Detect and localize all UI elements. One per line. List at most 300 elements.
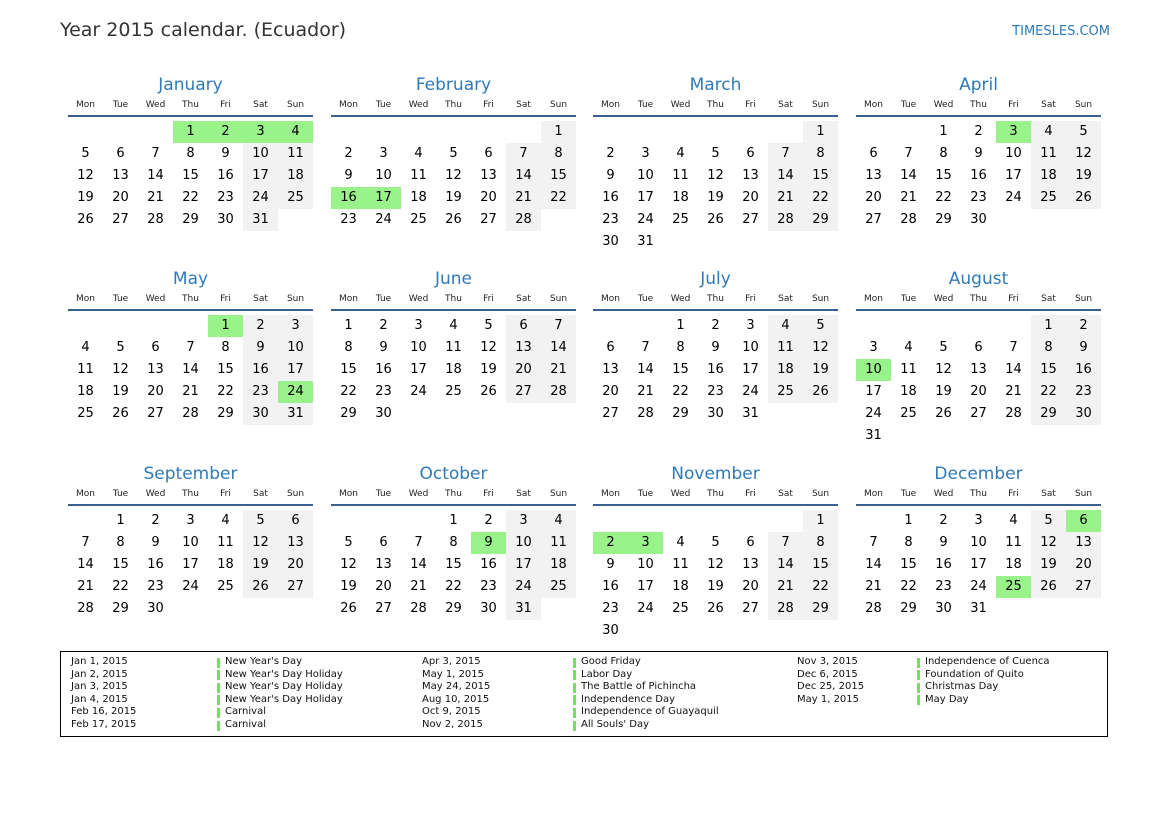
holiday-name: New Year's Day: [225, 656, 303, 667]
holiday-day-cell: 3: [243, 121, 278, 143]
day-cell: 18: [1005, 557, 1022, 572]
day-cell: 20: [1066, 554, 1101, 576]
weekday-label: Fri: [483, 100, 494, 110]
day-cell: 29: [900, 601, 917, 616]
day-cell: 20: [970, 384, 987, 399]
day-cell: 19: [935, 384, 952, 399]
weekday-label: Fri: [1008, 489, 1019, 499]
holiday-name: Foundation of Quito: [925, 668, 1024, 680]
day-cell: 15: [217, 362, 234, 377]
holiday-day-cell: 1: [208, 315, 243, 337]
site-link[interactable]: TIMESLES.COM: [1012, 24, 1110, 39]
day-cell: 31: [865, 428, 882, 443]
day-cell: 15: [672, 362, 689, 377]
weekday-label: Fri: [483, 489, 494, 499]
weekday-label: Tue: [900, 100, 917, 110]
day-cell: 22: [803, 187, 838, 209]
day-cell: 30: [602, 623, 619, 638]
day-cell: 17: [637, 579, 654, 594]
day-cell: 4: [676, 146, 685, 161]
day-cell: 23: [217, 190, 234, 205]
weekday-label: Fri: [220, 100, 231, 110]
day-cell: 14: [1005, 362, 1022, 377]
day-cell: 20: [480, 190, 497, 205]
day-cell: 24: [375, 212, 392, 227]
day-cell: 26: [77, 212, 94, 227]
day-cell: 22: [112, 579, 129, 594]
day-cell: 14: [506, 165, 541, 187]
weekday-label: Mon: [601, 294, 620, 304]
weekday-label: Sat: [516, 100, 531, 110]
day-cell: 23: [707, 384, 724, 399]
weekday-label: Tue: [112, 100, 129, 110]
holiday-day-cell: 16: [331, 187, 366, 209]
day-cell: 9: [379, 340, 388, 355]
day-cell: 5: [81, 146, 90, 161]
day-cell: 31: [278, 403, 313, 425]
day-cell: 9: [344, 168, 353, 183]
day-cell: 4: [449, 318, 458, 333]
day-cell: 8: [939, 146, 948, 161]
day-cell: 16: [602, 190, 619, 205]
holiday-day-cell: 24: [278, 381, 313, 403]
day-cell: 24: [637, 212, 654, 227]
month-november: [593, 464, 838, 664]
day-cell: 20: [278, 554, 313, 576]
day-cell: 15: [112, 557, 129, 572]
month-december: [856, 464, 1101, 664]
day-cell: 19: [707, 190, 724, 205]
day-cell: 3: [278, 315, 313, 337]
weekday-label: Wed: [933, 100, 954, 110]
month-divider: [68, 309, 313, 311]
day-cell: 4: [904, 340, 913, 355]
holiday-name: Independence of Guayaquil: [581, 706, 719, 718]
month-february: [331, 75, 576, 275]
holiday-day-cell: 6: [1066, 510, 1101, 532]
day-cell: 18: [672, 190, 689, 205]
day-cell: 12: [480, 340, 497, 355]
month-title: January: [158, 75, 223, 95]
day-cell: 7: [768, 532, 803, 554]
day-cell: 17: [742, 362, 759, 377]
holiday-marker: [217, 670, 220, 680]
weekday-label: Sat: [778, 294, 793, 304]
day-cell: 1: [676, 318, 685, 333]
day-cell: 5: [711, 535, 720, 550]
day-cell: 11: [410, 168, 427, 183]
weekday-label: Fri: [1008, 294, 1019, 304]
day-cell: 27: [147, 406, 164, 421]
holiday-name: Labor Day: [581, 668, 633, 680]
holiday-date: Nov 2, 2015: [422, 719, 483, 730]
day-cell: 9: [151, 535, 160, 550]
weekday-label: Tue: [375, 294, 392, 304]
day-cell: 13: [375, 557, 392, 572]
holiday-marker: [573, 670, 576, 680]
day-cell: 19: [112, 384, 129, 399]
day-cell: 19: [480, 362, 497, 377]
day-cell: 1: [803, 510, 838, 532]
day-cell: 8: [449, 535, 458, 550]
weekday-label: Mon: [76, 100, 95, 110]
day-cell: 16: [243, 359, 278, 381]
day-cell: 23: [602, 601, 619, 616]
holiday-date: Dec 6, 2015: [797, 668, 858, 680]
holiday-day-cell: 2: [593, 532, 628, 554]
day-cell: 23: [340, 212, 357, 227]
weekday-label: Sun: [1074, 294, 1093, 304]
day-cell: 8: [904, 535, 913, 550]
day-cell: 18: [900, 384, 917, 399]
day-cell: 10: [182, 535, 199, 550]
day-cell: 27: [278, 576, 313, 598]
day-cell: 19: [1066, 165, 1101, 187]
day-cell: 4: [221, 513, 230, 528]
holiday-day-cell: 10: [856, 359, 891, 381]
day-cell: 28: [637, 406, 654, 421]
day-cell: 15: [1031, 359, 1066, 381]
holiday-marker: [573, 721, 576, 731]
day-cell: 12: [1031, 532, 1066, 554]
day-cell: 18: [541, 554, 576, 576]
day-cell: 15: [803, 554, 838, 576]
day-cell: 5: [1031, 510, 1066, 532]
day-cell: 2: [606, 146, 615, 161]
holiday-name: All Souls' Day: [581, 719, 650, 730]
day-cell: 17: [410, 362, 427, 377]
weekday-label: Wed: [670, 294, 691, 304]
day-cell: 25: [900, 406, 917, 421]
weekday-label: Mon: [339, 294, 358, 304]
holiday-marker: [217, 658, 220, 668]
weekday-label: Tue: [375, 100, 392, 110]
day-cell: 14: [77, 557, 94, 572]
holiday-date: Jan 2, 2015: [71, 668, 128, 680]
day-cell: 28: [410, 601, 427, 616]
day-cell: 21: [182, 384, 199, 399]
day-cell: 11: [672, 168, 689, 183]
weekday-label: Wed: [145, 489, 166, 499]
weekday-label: Tue: [637, 489, 654, 499]
day-cell: 13: [865, 168, 882, 183]
day-cell: 22: [217, 384, 234, 399]
day-cell: 1: [904, 513, 913, 528]
day-cell: 16: [375, 362, 392, 377]
weekday-label: Thu: [707, 294, 724, 304]
weekday-label: Mon: [864, 294, 883, 304]
day-cell: 11: [217, 535, 234, 550]
page-title: Year 2015 calendar. (Ecuador): [60, 19, 347, 41]
day-cell: 24: [865, 406, 882, 421]
day-cell: 23: [602, 212, 619, 227]
day-cell: 2: [484, 513, 493, 528]
holiday-date: Aug 10, 2015: [422, 693, 490, 705]
day-cell: 2: [939, 513, 948, 528]
day-cell: 8: [186, 146, 195, 161]
day-cell: 1: [449, 513, 458, 528]
day-cell: 22: [445, 579, 462, 594]
day-cell: 15: [445, 557, 462, 572]
day-cell: 14: [182, 362, 199, 377]
weekday-label: Thu: [445, 489, 462, 499]
day-cell: 30: [147, 601, 164, 616]
weekday-label: Sat: [516, 489, 531, 499]
month-january: [68, 75, 313, 275]
day-cell: 30: [217, 212, 234, 227]
weekday-label: Mon: [601, 100, 620, 110]
day-cell: 11: [672, 557, 689, 572]
weekday-header: [593, 98, 838, 112]
day-cell: 22: [935, 190, 952, 205]
day-cell: 9: [606, 557, 615, 572]
weekday-label: Sat: [1041, 294, 1056, 304]
holiday-name: Carnival: [225, 706, 266, 718]
day-cell: 1: [541, 121, 576, 143]
holiday-date: Nov 3, 2015: [797, 656, 858, 667]
day-cell: 1: [116, 513, 125, 528]
month-june: [331, 269, 576, 469]
day-cell: 20: [112, 190, 129, 205]
day-cell: 29: [803, 598, 838, 620]
holiday-date: Oct 9, 2015: [422, 706, 481, 718]
day-cell: 25: [278, 187, 313, 209]
weekday-header: [593, 292, 838, 306]
day-cell: 21: [410, 579, 427, 594]
holiday-date: Feb 17, 2015: [71, 719, 137, 730]
holiday-name: May Day: [925, 693, 969, 705]
day-cell: 20: [742, 579, 759, 594]
weekday-label: Thu: [182, 100, 199, 110]
day-cell: 31: [243, 209, 278, 231]
weekday-label: Thu: [970, 294, 987, 304]
holiday-marker: [217, 695, 220, 705]
weekday-header: [68, 98, 313, 112]
weekday-label: Fri: [220, 294, 231, 304]
holiday-marker: [917, 670, 920, 680]
holiday-day-cell: 3: [996, 121, 1031, 143]
day-cell: 19: [803, 359, 838, 381]
day-cell: 2: [711, 318, 720, 333]
day-cell: 26: [935, 406, 952, 421]
day-cell: 19: [445, 190, 462, 205]
month-september: [68, 464, 313, 664]
weekday-label: Sun: [1074, 100, 1093, 110]
day-cell: 3: [379, 146, 388, 161]
day-cell: 17: [1005, 168, 1022, 183]
day-cell: 12: [112, 362, 129, 377]
weekday-header: [856, 292, 1101, 306]
day-cell: 21: [541, 359, 576, 381]
weekday-label: Fri: [220, 489, 231, 499]
weekday-label: Wed: [408, 489, 429, 499]
day-cell: 12: [1066, 143, 1101, 165]
weekday-label: Sun: [286, 294, 305, 304]
day-cell: 7: [1009, 340, 1018, 355]
day-cell: 2: [243, 315, 278, 337]
day-cell: 25: [410, 212, 427, 227]
weekday-label: Sun: [549, 294, 568, 304]
weekday-label: Sat: [778, 489, 793, 499]
day-cell: 5: [939, 340, 948, 355]
day-cell: 6: [974, 340, 983, 355]
day-cell: 13: [112, 168, 129, 183]
day-cell: 22: [340, 384, 357, 399]
day-cell: 7: [904, 146, 913, 161]
day-cell: 24: [742, 384, 759, 399]
day-cell: 5: [1066, 121, 1101, 143]
day-cell: 9: [974, 146, 983, 161]
day-cell: 26: [445, 212, 462, 227]
weekday-label: Sat: [1041, 100, 1056, 110]
day-cell: 26: [707, 212, 724, 227]
holiday-date: May 24, 2015: [422, 681, 491, 693]
day-cell: 5: [449, 146, 458, 161]
weekday-label: Thu: [445, 294, 462, 304]
day-cell: 28: [768, 598, 803, 620]
day-cell: 27: [970, 406, 987, 421]
holiday-marker: [573, 708, 576, 718]
day-cell: 19: [243, 554, 278, 576]
day-cell: 8: [116, 535, 125, 550]
day-cell: 4: [81, 340, 90, 355]
weekday-header: [68, 487, 313, 501]
month-july: [593, 269, 838, 469]
month-divider: [856, 115, 1101, 117]
holiday-day-cell: 1: [173, 121, 208, 143]
day-cell: 30: [935, 601, 952, 616]
day-cell: 26: [707, 601, 724, 616]
holiday-name: Good Friday: [581, 656, 641, 667]
day-cell: 30: [1066, 403, 1101, 425]
day-cell: 4: [768, 315, 803, 337]
day-cell: 17: [243, 165, 278, 187]
day-cell: 12: [707, 168, 724, 183]
day-cell: 11: [77, 362, 94, 377]
day-cell: 5: [803, 315, 838, 337]
weekday-label: Thu: [970, 489, 987, 499]
weekday-label: Thu: [707, 100, 724, 110]
day-cell: 9: [221, 146, 230, 161]
day-cell: 29: [182, 212, 199, 227]
day-cell: 4: [541, 510, 576, 532]
day-cell: 2: [974, 124, 983, 139]
month-divider: [593, 115, 838, 117]
day-cell: 11: [445, 340, 462, 355]
day-cell: 20: [602, 384, 619, 399]
day-cell: 22: [803, 576, 838, 598]
day-cell: 11: [1031, 143, 1066, 165]
day-cell: 20: [506, 359, 541, 381]
day-cell: 24: [243, 187, 278, 209]
day-cell: 27: [506, 381, 541, 403]
day-cell: 13: [742, 557, 759, 572]
day-cell: 16: [217, 168, 234, 183]
weekday-label: Sun: [549, 489, 568, 499]
day-cell: 24: [1005, 190, 1022, 205]
day-cell: 12: [707, 557, 724, 572]
day-cell: 21: [900, 190, 917, 205]
day-cell: 7: [186, 340, 195, 355]
day-cell: 3: [746, 318, 755, 333]
holiday-date: May 1, 2015: [797, 693, 860, 705]
holiday-name: Carnival: [225, 719, 266, 730]
day-cell: 21: [1005, 384, 1022, 399]
day-cell: 23: [970, 190, 987, 205]
day-cell: 10: [637, 168, 654, 183]
day-cell: 3: [869, 340, 878, 355]
day-cell: 28: [182, 406, 199, 421]
month-march: [593, 75, 838, 275]
weekday-label: Wed: [408, 100, 429, 110]
day-cell: 25: [672, 601, 689, 616]
day-cell: 14: [147, 168, 164, 183]
holiday-day-cell: 25: [996, 576, 1031, 598]
day-cell: 12: [935, 362, 952, 377]
day-cell: 28: [506, 209, 541, 231]
weekday-label: Sun: [811, 294, 830, 304]
holiday-marker: [217, 721, 220, 731]
holiday-date: Jan 1, 2015: [71, 656, 128, 667]
weekday-label: Wed: [670, 100, 691, 110]
day-cell: 6: [379, 535, 388, 550]
holiday-day-cell: 17: [366, 187, 401, 209]
day-cell: 20: [147, 384, 164, 399]
day-cell: 24: [637, 601, 654, 616]
day-cell: 14: [541, 337, 576, 359]
day-cell: 6: [278, 510, 313, 532]
day-cell: 16: [147, 557, 164, 572]
day-cell: 30: [707, 406, 724, 421]
day-cell: 15: [900, 557, 917, 572]
holiday-legend: [60, 651, 1108, 737]
day-cell: 20: [865, 190, 882, 205]
month-divider: [331, 309, 576, 311]
day-cell: 6: [151, 340, 160, 355]
day-cell: 2: [1066, 315, 1101, 337]
day-cell: 30: [970, 212, 987, 227]
day-cell: 10: [1005, 146, 1022, 161]
day-cell: 29: [340, 406, 357, 421]
day-cell: 25: [1031, 187, 1066, 209]
day-cell: 19: [77, 190, 94, 205]
day-cell: 20: [375, 579, 392, 594]
day-cell: 10: [278, 337, 313, 359]
day-cell: 8: [221, 340, 230, 355]
weekday-label: Tue: [900, 294, 917, 304]
day-cell: 26: [243, 576, 278, 598]
day-cell: 6: [746, 535, 755, 550]
day-cell: 17: [865, 384, 882, 399]
day-cell: 9: [1066, 337, 1101, 359]
day-cell: 11: [768, 337, 803, 359]
day-cell: 4: [676, 535, 685, 550]
day-cell: 25: [77, 406, 94, 421]
month-divider: [68, 115, 313, 117]
day-cell: 13: [742, 168, 759, 183]
holiday-marker: [573, 683, 576, 693]
day-cell: 27: [742, 212, 759, 227]
day-cell: 7: [414, 535, 423, 550]
day-cell: 13: [480, 168, 497, 183]
month-title: October: [419, 464, 488, 484]
weekday-label: Thu: [970, 100, 987, 110]
day-cell: 14: [637, 362, 654, 377]
weekday-label: Sat: [253, 100, 268, 110]
day-cell: 6: [484, 146, 493, 161]
weekday-label: Fri: [745, 100, 756, 110]
day-cell: 18: [1031, 165, 1066, 187]
